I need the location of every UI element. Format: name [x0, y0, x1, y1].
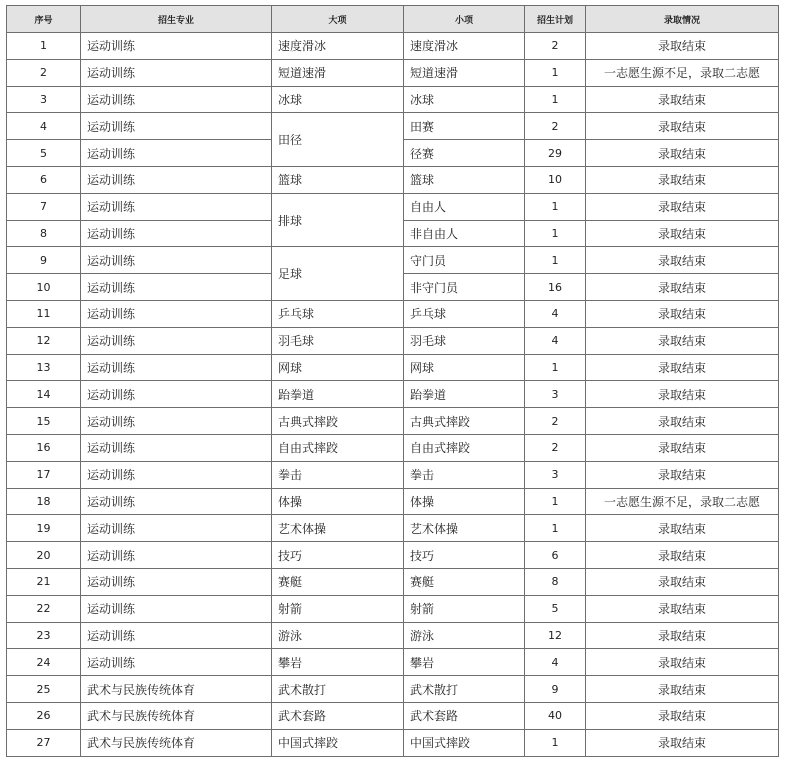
cell-no: 2: [7, 59, 81, 86]
cell-small-item: 赛艇: [404, 568, 525, 595]
header-plan: 招生计划: [525, 6, 586, 33]
cell-no: 17: [7, 461, 81, 488]
cell-no: 1: [7, 33, 81, 60]
cell-small-item: 田赛: [404, 113, 525, 140]
cell-no: 11: [7, 300, 81, 327]
cell-no: 20: [7, 542, 81, 569]
cell-big-item: 艺术体操: [272, 515, 404, 542]
cell-status: 录取结束: [586, 86, 779, 113]
cell-major: 运动训练: [81, 220, 272, 247]
header-small-item: 小项: [404, 6, 525, 33]
cell-small-item: 守门员: [404, 247, 525, 274]
cell-big-item: 篮球: [272, 166, 404, 193]
cell-no: 19: [7, 515, 81, 542]
cell-no: 26: [7, 702, 81, 729]
cell-plan: 1: [525, 729, 586, 756]
cell-plan: 1: [525, 354, 586, 381]
cell-no: 12: [7, 327, 81, 354]
table-row: [7, 676, 779, 703]
table-row: [7, 515, 779, 542]
cell-no: 18: [7, 488, 81, 515]
cell-plan: 12: [525, 622, 586, 649]
cell-small-item: 拳击: [404, 461, 525, 488]
cell-small-item: 体操: [404, 488, 525, 515]
cell-big-item: 网球: [272, 354, 404, 381]
cell-plan: 2: [525, 434, 586, 461]
cell-status: 录取结束: [586, 702, 779, 729]
cell-no: 14: [7, 381, 81, 408]
header-major: 招生专业: [81, 6, 272, 33]
cell-no: 7: [7, 193, 81, 220]
table-row: [7, 166, 779, 193]
cell-major: 运动训练: [81, 193, 272, 220]
cell-plan: 2: [525, 113, 586, 140]
cell-small-item: 羽毛球: [404, 327, 525, 354]
cell-big-item: 游泳: [272, 622, 404, 649]
table-row: [7, 193, 779, 220]
table-row: [7, 113, 779, 140]
cell-no: 8: [7, 220, 81, 247]
cell-major: 运动训练: [81, 649, 272, 676]
cell-plan: 8: [525, 568, 586, 595]
cell-major: 运动训练: [81, 327, 272, 354]
cell-status: 录取结束: [586, 461, 779, 488]
cell-big-item: 速度滑冰: [272, 33, 404, 60]
cell-no: 10: [7, 274, 81, 301]
cell-plan: 1: [525, 59, 586, 86]
cell-no: 9: [7, 247, 81, 274]
cell-major: 运动训练: [81, 113, 272, 140]
cell-major: 运动训练: [81, 59, 272, 86]
cell-plan: 29: [525, 140, 586, 167]
cell-big-item: 体操: [272, 488, 404, 515]
cell-small-item: 自由式摔跤: [404, 434, 525, 461]
cell-plan: 10: [525, 166, 586, 193]
cell-big-item: 攀岩: [272, 649, 404, 676]
cell-big-item: 田径: [272, 113, 404, 167]
table-row: [7, 729, 779, 756]
cell-big-item: 自由式摔跤: [272, 434, 404, 461]
cell-small-item: 网球: [404, 354, 525, 381]
cell-no: 5: [7, 140, 81, 167]
cell-big-item: 古典式摔跤: [272, 408, 404, 435]
table-row: [7, 86, 779, 113]
cell-status: 录取结束: [586, 542, 779, 569]
cell-status: 录取结束: [586, 300, 779, 327]
cell-small-item: 非自由人: [404, 220, 525, 247]
cell-no: 23: [7, 622, 81, 649]
table-row: [7, 434, 779, 461]
cell-plan: 1: [525, 247, 586, 274]
cell-status: 一志愿生源不足，录取二志愿: [586, 59, 779, 86]
table-row: [7, 327, 779, 354]
table-row: [7, 59, 779, 86]
cell-plan: 2: [525, 408, 586, 435]
cell-plan: 1: [525, 515, 586, 542]
table-row: [7, 408, 779, 435]
table-row: [7, 702, 779, 729]
cell-major: 武术与民族传统体育: [81, 702, 272, 729]
table-row: [7, 622, 779, 649]
table-row: [7, 247, 779, 274]
cell-big-item: 中国式摔跤: [272, 729, 404, 756]
cell-big-item: 短道速滑: [272, 59, 404, 86]
cell-status: 录取结束: [586, 193, 779, 220]
cell-no: 24: [7, 649, 81, 676]
table-row: [7, 488, 779, 515]
cell-small-item: 武术散打: [404, 676, 525, 703]
cell-small-item: 中国式摔跤: [404, 729, 525, 756]
header-row: [7, 6, 779, 33]
cell-status: 录取结束: [586, 515, 779, 542]
table-row: [7, 300, 779, 327]
cell-status: 录取结束: [586, 327, 779, 354]
cell-status: 录取结束: [586, 622, 779, 649]
table-row: [7, 381, 779, 408]
cell-no: 3: [7, 86, 81, 113]
cell-plan: 1: [525, 193, 586, 220]
cell-no: 15: [7, 408, 81, 435]
cell-major: 运动训练: [81, 408, 272, 435]
cell-no: 25: [7, 676, 81, 703]
cell-status: 录取结束: [586, 220, 779, 247]
cell-major: 运动训练: [81, 595, 272, 622]
cell-small-item: 攀岩: [404, 649, 525, 676]
table-row: [7, 649, 779, 676]
cell-major: 武术与民族传统体育: [81, 729, 272, 756]
cell-small-item: 跆拳道: [404, 381, 525, 408]
cell-major: 运动训练: [81, 140, 272, 167]
cell-major: 运动训练: [81, 274, 272, 301]
cell-status: 录取结束: [586, 434, 779, 461]
cell-small-item: 非守门员: [404, 274, 525, 301]
cell-major: 武术与民族传统体育: [81, 676, 272, 703]
table-row: [7, 568, 779, 595]
cell-plan: 1: [525, 488, 586, 515]
cell-status: 录取结束: [586, 140, 779, 167]
cell-major: 运动训练: [81, 434, 272, 461]
cell-status: 录取结束: [586, 33, 779, 60]
cell-status: 录取结束: [586, 649, 779, 676]
cell-plan: 4: [525, 300, 586, 327]
cell-status: 录取结束: [586, 381, 779, 408]
cell-major: 运动训练: [81, 166, 272, 193]
cell-no: 6: [7, 166, 81, 193]
cell-plan: 3: [525, 461, 586, 488]
table-body: [7, 33, 779, 757]
cell-big-item: 冰球: [272, 86, 404, 113]
cell-plan: 1: [525, 220, 586, 247]
cell-status: 录取结束: [586, 568, 779, 595]
cell-small-item: 艺术体操: [404, 515, 525, 542]
cell-major: 运动训练: [81, 33, 272, 60]
cell-major: 运动训练: [81, 354, 272, 381]
cell-no: 21: [7, 568, 81, 595]
cell-plan: 6: [525, 542, 586, 569]
table-row: [7, 595, 779, 622]
cell-plan: 2: [525, 33, 586, 60]
cell-big-item: 跆拳道: [272, 381, 404, 408]
cell-status: 录取结束: [586, 595, 779, 622]
cell-big-item: 赛艇: [272, 568, 404, 595]
cell-major: 运动训练: [81, 381, 272, 408]
cell-plan: 4: [525, 327, 586, 354]
cell-no: 22: [7, 595, 81, 622]
admission-table: [6, 5, 779, 757]
cell-big-item: 武术套路: [272, 702, 404, 729]
cell-status: 录取结束: [586, 166, 779, 193]
cell-small-item: 径赛: [404, 140, 525, 167]
header-no: 序号: [7, 6, 81, 33]
cell-small-item: 自由人: [404, 193, 525, 220]
cell-small-item: 古典式摔跤: [404, 408, 525, 435]
cell-major: 运动训练: [81, 300, 272, 327]
cell-big-item: 羽毛球: [272, 327, 404, 354]
cell-major: 运动训练: [81, 542, 272, 569]
table-row: [7, 542, 779, 569]
cell-status: 录取结束: [586, 247, 779, 274]
cell-plan: 1: [525, 86, 586, 113]
cell-status: 录取结束: [586, 676, 779, 703]
cell-big-item: 拳击: [272, 461, 404, 488]
cell-big-item: 武术散打: [272, 676, 404, 703]
cell-no: 13: [7, 354, 81, 381]
cell-plan: 9: [525, 676, 586, 703]
table-row: [7, 461, 779, 488]
cell-status: 录取结束: [586, 274, 779, 301]
cell-plan: 5: [525, 595, 586, 622]
table-header: [7, 6, 779, 33]
cell-small-item: 冰球: [404, 86, 525, 113]
header-status: 录取情况: [586, 6, 779, 33]
cell-small-item: 乒乓球: [404, 300, 525, 327]
cell-major: 运动训练: [81, 461, 272, 488]
cell-big-item: 技巧: [272, 542, 404, 569]
cell-no: 4: [7, 113, 81, 140]
cell-big-item: 射箭: [272, 595, 404, 622]
table-row: [7, 33, 779, 60]
cell-small-item: 速度滑冰: [404, 33, 525, 60]
cell-major: 运动训练: [81, 568, 272, 595]
cell-big-item: 排球: [272, 193, 404, 247]
cell-small-item: 游泳: [404, 622, 525, 649]
cell-big-item: 乒乓球: [272, 300, 404, 327]
cell-plan: 3: [525, 381, 586, 408]
cell-small-item: 射箭: [404, 595, 525, 622]
cell-status: 录取结束: [586, 113, 779, 140]
cell-major: 运动训练: [81, 515, 272, 542]
cell-plan: 4: [525, 649, 586, 676]
cell-big-item: 足球: [272, 247, 404, 301]
cell-major: 运动训练: [81, 488, 272, 515]
cell-small-item: 短道速滑: [404, 59, 525, 86]
cell-no: 16: [7, 434, 81, 461]
cell-major: 运动训练: [81, 622, 272, 649]
cell-plan: 40: [525, 702, 586, 729]
cell-small-item: 武术套路: [404, 702, 525, 729]
cell-status: 录取结束: [586, 729, 779, 756]
cell-small-item: 篮球: [404, 166, 525, 193]
header-big-item: 大项: [272, 6, 404, 33]
cell-no: 27: [7, 729, 81, 756]
cell-plan: 16: [525, 274, 586, 301]
cell-status: 录取结束: [586, 408, 779, 435]
cell-major: 运动训练: [81, 86, 272, 113]
cell-status: 录取结束: [586, 354, 779, 381]
cell-status: 一志愿生源不足，录取二志愿: [586, 488, 779, 515]
cell-major: 运动训练: [81, 247, 272, 274]
table-row: [7, 354, 779, 381]
cell-small-item: 技巧: [404, 542, 525, 569]
